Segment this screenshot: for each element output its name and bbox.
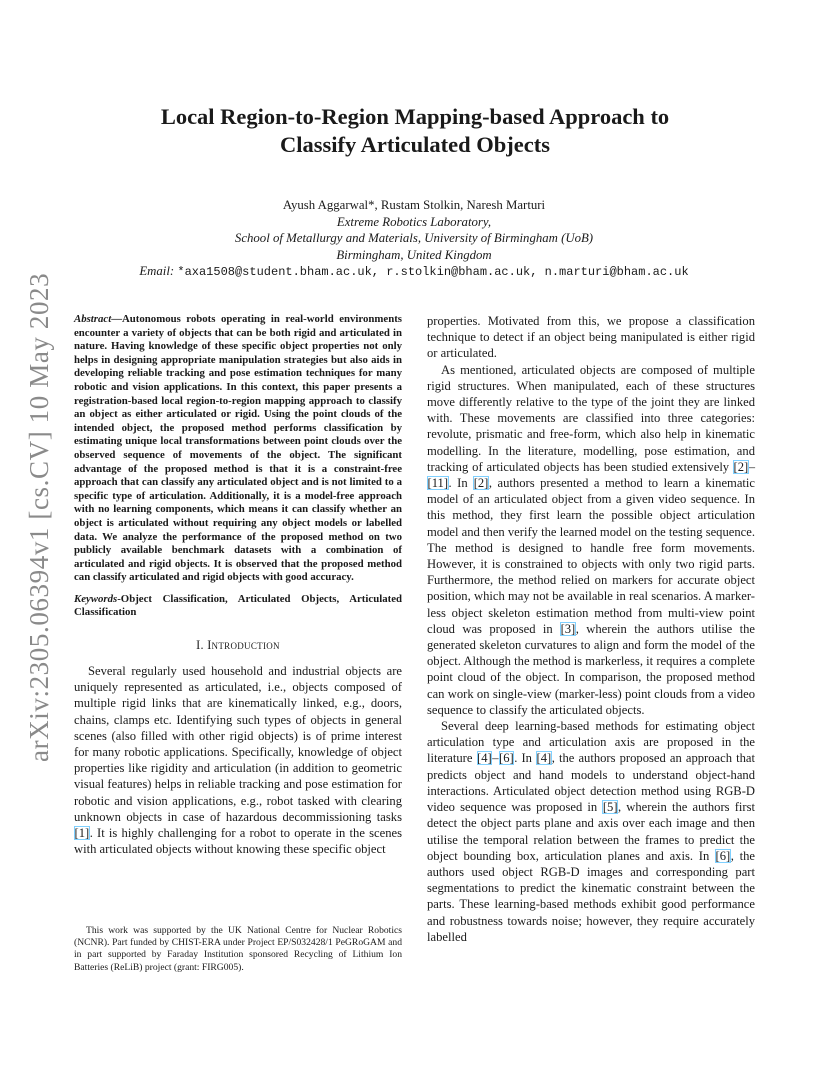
- text-run: , authors presented a method to learn a kinematic model of an articulated object from a given video sequence. In this method, they first learn the possible object articulation model and then verify the learned model on the testing sequence. The method is designed to handle free form movements. However, it is constrained to objects with only two rigid parts. Furthermore, the method relied on markers for accurate object position, which may not be available in real scenarios. A marker-less object skeleton estimation method from multi-view point cloud was proposed in: [427, 476, 756, 636]
- text-run: . It is highly challenging for a robot to operate in the scenes with articulated objects without knowing these specific object: [74, 826, 402, 857]
- abstract-lead: Abstract: [74, 313, 112, 325]
- text-run: , wherein the authors utilise the generated skeleton curvatures to align and form the model of the object. Although the method is markerless, it requires a complete point cloud of the object. In comparison, the proposed method can work on single-view (marker-less) point clouds from a video sequence to classify the articulated objects.: [427, 621, 755, 717]
- right-paragraph-0: properties. Motivated from this, we propose a classification technique to detect if an object being manipulated is either rigid or articulated.: [427, 314, 755, 361]
- citation-link[interactable]: [6]: [499, 751, 514, 766]
- text-run: . In: [514, 751, 537, 766]
- left-column: [74, 313, 402, 858]
- right-paragraph-1: [427, 362, 755, 718]
- email-line: [100, 263, 728, 281]
- citation-link[interactable]: [4]: [477, 751, 492, 766]
- right-column: [427, 313, 755, 945]
- title-line-2: Classify Articulated Objects: [280, 132, 550, 157]
- keywords-text: -Object Classification, Articulated Objects, Articulated Classification: [74, 592, 402, 619]
- text-run: Several regularly used household and industrial objects are uniquely represented as articulated, i.e., objects composed of multiple rigid links that are kinematically linked, e.g., doors, chains, clamps etc. Identifying such types of objects in general scenes (also filled with other rigid objects) is of prime interest for many robotic applications. Specifically, knowledge of object properties like rigidity and articulation (in addition to geometric visual features) helps in reliable tracking and pose estimation for robotic and vision applications, e.g., robot tasked with clearing unknown objects in case of hazardous decommissioning tasks: [74, 664, 402, 824]
- citation-link[interactable]: [5]: [602, 800, 618, 815]
- abstract-text: —Autonomous robots operating in real-world environments encounter a variety of objects that can be both rigid and articulated in nature. Having knowledge of these specific object properties not only helps in designing appropriate manipulation strategies but also aids in developing reliable tracking and pose estimation techniques for many robotic and vision applications. In this context, this paper presents a registration-based local region-to-region mapping approach to classify an object as either articulated or rigid. Using the point clouds of the intended object, the proposed method performs classification by estimating unique local transformations between point clouds over the observed sequence of movements of the object. The significant advantage of the proposed method is that it is a constraint-free approach that can classify any articulated object and is not limited to a specific type of articulation. Additionally, it is a model-free approach with no learning components, which means it can classify whether an object is articulated without requiring any object models or labelled data. We analyze the performance of the proposed method on two publicly available benchmark datasets with a combination of articulated and rigid objects. It is observed that the proposed method can classify articulated and rigid objects with good accuracy.: [74, 313, 402, 584]
- section-heading-introduction: [74, 638, 402, 653]
- intro-paragraph-1: [74, 663, 402, 857]
- text-run: , the authors proposed an approach that predicts object and hand models to understand object-hand interactions. Articulated object detection method using RGB-D video sequence was proposed in: [427, 751, 755, 815]
- arxiv-identifier: arXiv:2305.06394v1 [cs.CV] 10 May 2023: [24, 272, 54, 762]
- email-label: Email:: [139, 264, 175, 278]
- affiliation-lab: Extreme Robotics Laboratory,: [336, 214, 492, 229]
- keywords: [74, 593, 402, 620]
- text-run: –: [492, 751, 499, 766]
- email-addresses: *axa1508@student.bham.ac.uk, r.stolkin@bham.ac.uk, n.marturi@bham.ac.uk: [177, 265, 689, 279]
- text-run: As mentioned, articulated objects are composed of multiple rigid structures. When manipulated, each of these structures move differently relative to the type of the joint they are linked with. These movements are classified into three categories: revolute, prismatic and free-form, which also help in kinematic modelling. In the literature, modelling, pose estimation, and tracking of articulated objects has been studied extensively: [427, 362, 755, 474]
- text-run: –: [748, 459, 755, 474]
- text-run: Several deep learning-based methods for estimating object articulation type and articulation axis are proposed in the literature: [427, 719, 755, 766]
- authors: Ayush Aggarwal*, Rustam Stolkin, Naresh Marturi: [282, 198, 546, 212]
- citation-link[interactable]: [6]: [715, 848, 731, 863]
- citation-link[interactable]: [11]: [427, 476, 449, 491]
- title-line-1: Local Region-to-Region Mapping-based Approach to: [160, 104, 670, 129]
- citation-link[interactable]: [3]: [560, 621, 576, 636]
- section-numeral: I.: [196, 638, 208, 653]
- citation-link[interactable]: [2]: [733, 459, 749, 474]
- right-paragraph-2: [427, 718, 755, 945]
- text-run: . In: [448, 476, 474, 491]
- abstract: [74, 313, 402, 585]
- paper-title: [100, 103, 730, 159]
- text-run: , wherein the authors first detect the object parts plane and axis over each image and then utilise the temporal relation between the frames to predict the object bounding box, articulation planes and axis. In: [427, 800, 755, 863]
- affiliation-city: Birmingham, United Kingdom: [336, 247, 492, 262]
- text-run: , the authors used object RGB-D images and corresponding part segmentations to predict the kinematic constraint between the parts. These learning-based methods exhibit good performance and robustness towards noise; however, they require accurately labelled: [427, 848, 755, 944]
- section-title: Introduction: [207, 638, 280, 653]
- citation-link[interactable]: [1]: [74, 826, 90, 841]
- author-block: [100, 197, 728, 281]
- footnote: This work was supported by the UK National Centre for Nuclear Robotics (NCNR). Part funded by CHIST-ERA under Project EP/S032428/1 PeGRoGAM and in part supported by Faraday Institution sponsored Recycling of Lithium Ion Batteries (ReLiB) project (grant: FIRG005).: [74, 925, 402, 973]
- keywords-lead: Keywords: [74, 592, 118, 605]
- citation-link[interactable]: [4]: [536, 751, 552, 766]
- citation-link[interactable]: [2]: [473, 476, 489, 491]
- affiliation-school: School of Metallurgy and Materials, University of Birmingham (UoB): [234, 231, 594, 245]
